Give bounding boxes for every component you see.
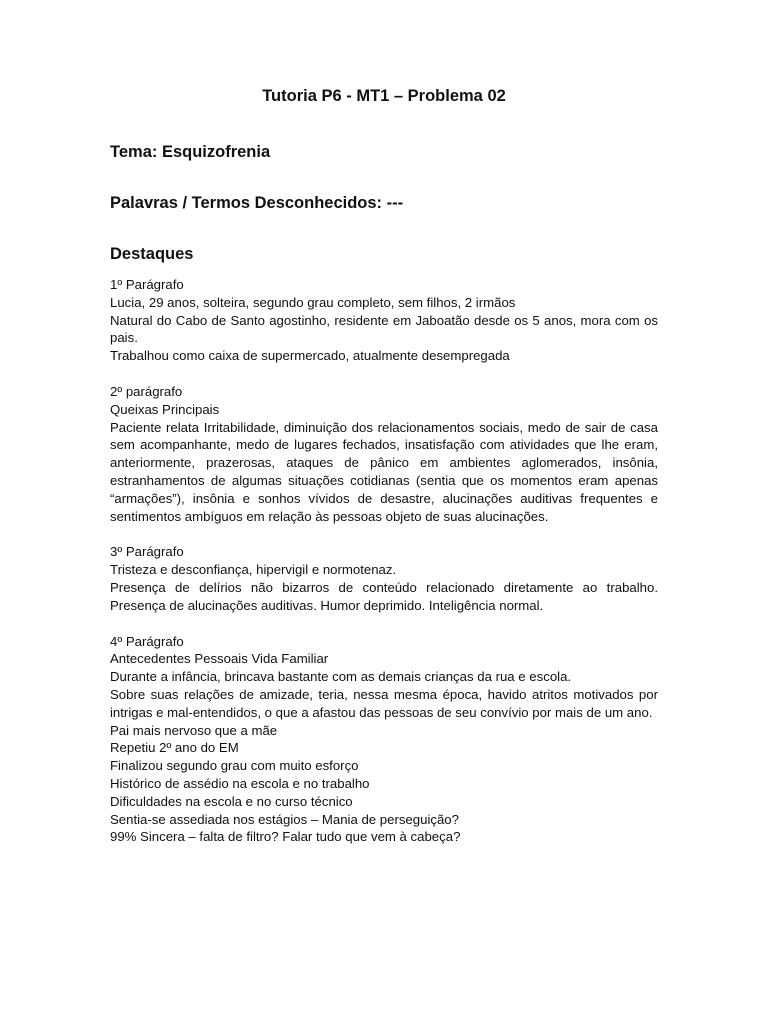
section-line: Tristeza e desconfiança, hipervigil e normotenaz. — [110, 562, 397, 578]
section-line: Sentia-se assediada nos estágios – Mania de perseguição? — [110, 811, 459, 827]
section-line: 99% Sincera – falta de filtro? Falar tudo que vem à cabeça? — [110, 829, 461, 845]
section-heading: 3º Parágrafo — [110, 544, 184, 560]
section-line: Trabalhou como caixa de supermercado, atualmente desempregada — [110, 348, 510, 364]
tema-heading: Tema: Esquizofrenia — [110, 143, 271, 161]
document-page — [110, 84, 658, 864]
section-line: Queixas Principais — [110, 401, 220, 417]
section-line: Histórico de assédio na escola e no trabalho — [110, 775, 370, 791]
section-heading: 2º parágrafo — [110, 383, 183, 399]
section-line: Antecedentes Pessoais Vida Familiar — [110, 651, 329, 667]
destaques-heading: Destaques — [110, 245, 194, 263]
section-paragrafo-3 — [110, 543, 658, 614]
section-paragrafo-4 — [110, 633, 658, 847]
section-line: Sobre suas relações de amizade, teria, nessa mesma época, havido atritos motivados por intrigas e mal-entendidos, o que a afastou das pessoas de seu convívio por mais de um ano. — [110, 686, 658, 720]
section-line: Lucia, 29 anos, solteira, segundo grau completo, sem filhos, 2 irmãos — [110, 294, 516, 310]
section-line: Durante a infância, brincava bastante com as demais crianças da rua e escola. — [110, 669, 572, 685]
section-line: Finalizou segundo grau com muito esforço — [110, 758, 359, 774]
section-line: Presença de delírios não bizarros de conteúdo relacionado diretamente ao trabalho. Presença de alucinações auditivas. Humor deprimido. Inteligência normal. — [110, 579, 658, 613]
section-line: Repetiu 2º ano do EM — [110, 740, 239, 756]
section-paragrafo-1 — [110, 276, 658, 365]
section-line: Pai mais nervoso que a mãe — [110, 722, 278, 738]
section-heading: 4º Parágrafo — [110, 633, 184, 649]
section-line: Natural do Cabo de Santo agostinho, residente em Jaboatão desde os 5 anos, mora com os pais. — [110, 312, 658, 346]
section-paragrafo-2 — [110, 383, 658, 525]
document-title: Tutoria P6 - MT1 – Problema 02 — [262, 87, 506, 105]
section-line: Dificuldades na escola e no curso técnico — [110, 793, 353, 809]
section-line: Paciente relata Irritabilidade, diminuição dos relacionamentos sociais, medo de sair de casa sem acompanhante, medo de lugares fechados, insatisfação com atividades que lhe eram, anteriormente, prazerosas, ataques de pânico em ambientes aglomerados, insônia, estranhamentos de algumas situações cotidianas (sentia que os momentos eram apenas “armações”), insônia e sonhos vívidos de desastre, alucinações auditivas frequentes e sentimentos ambíguos em relação às pessoas objeto de suas alucinações. — [110, 419, 658, 524]
palavras-heading: Palavras / Termos Desconhecidos: --- — [110, 194, 404, 212]
section-heading: 1º Parágrafo — [110, 277, 184, 292]
